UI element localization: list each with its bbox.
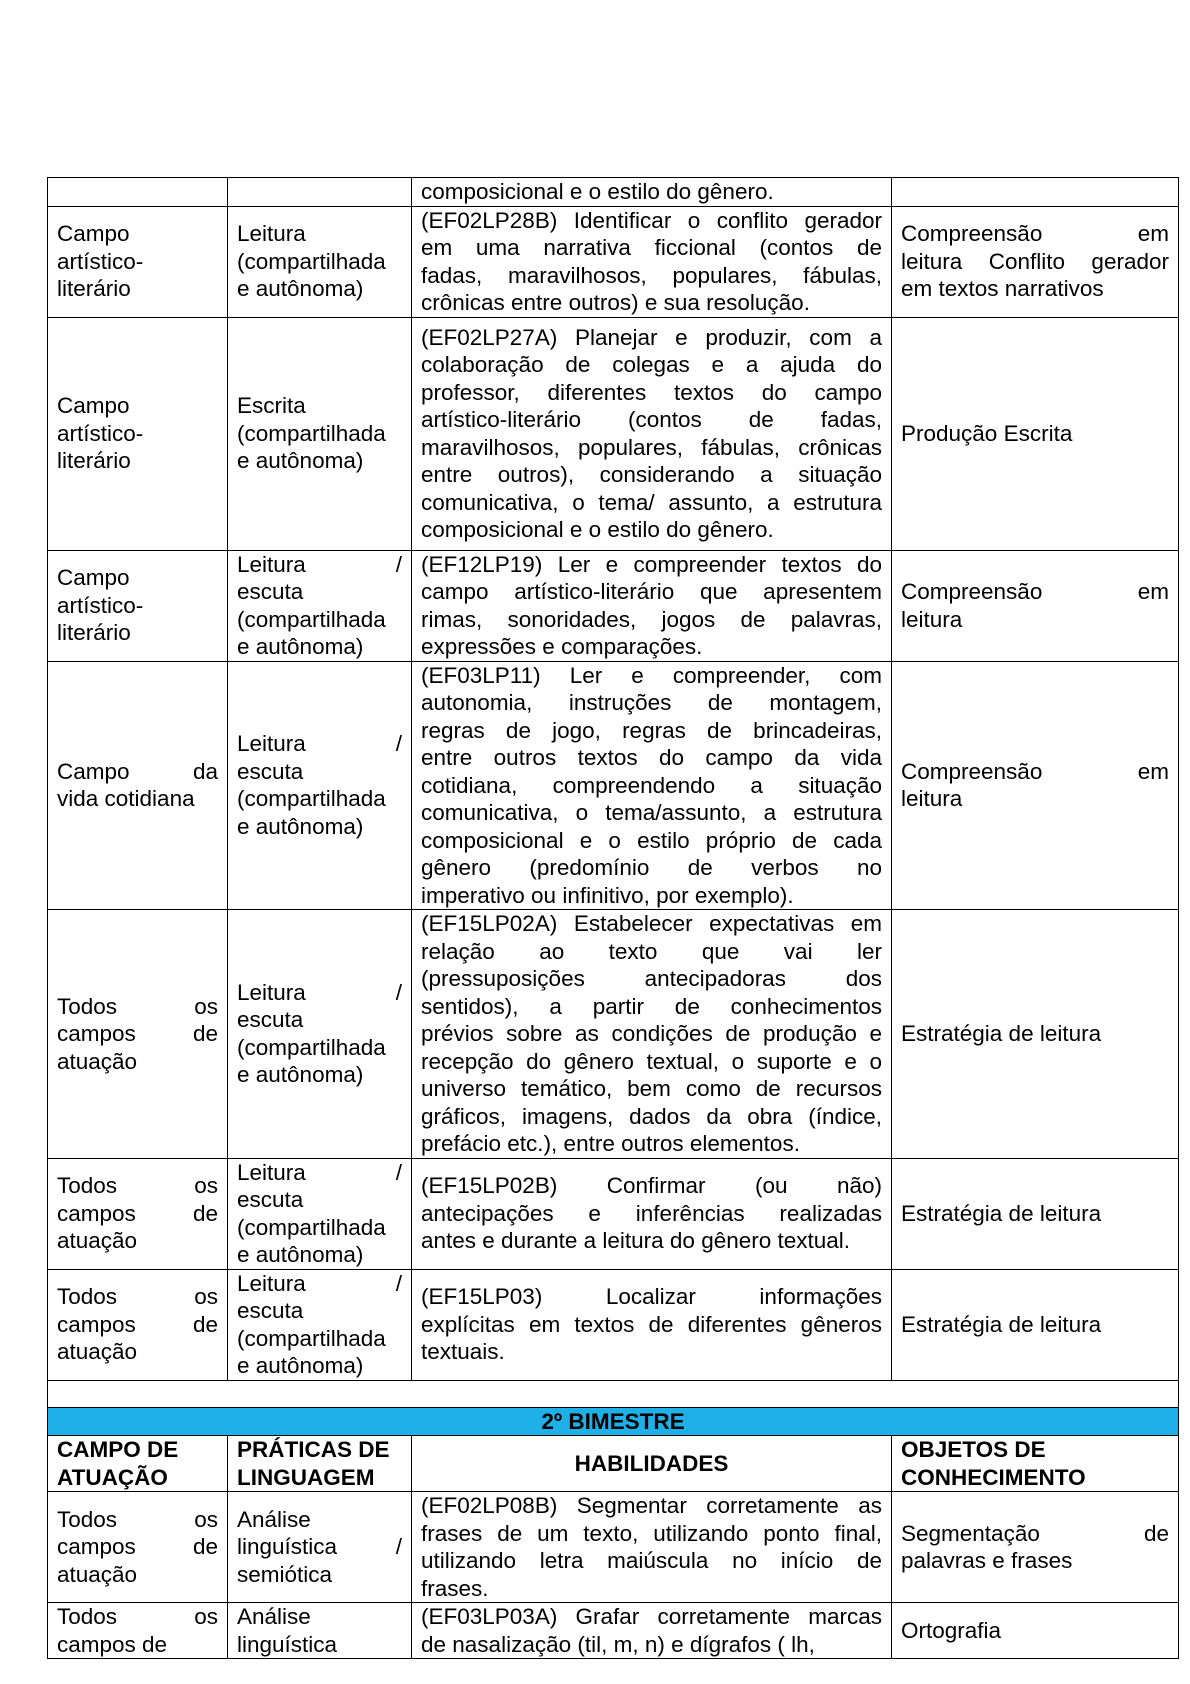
habilidade-cell-line: crônicas entre outros) e sua resolução. — [421, 290, 810, 315]
pratica-linguagem-cell — [228, 1603, 412, 1659]
habilidade-cell-line: antecipações e inferências realizadas — [421, 1200, 882, 1226]
pratica-linguagem-cell-line: (compartilhada — [237, 786, 386, 812]
campo-atuacao-cell-line: atuação — [57, 1339, 138, 1365]
objeto-conhecimento-cell — [892, 1269, 1179, 1380]
campo-atuacao-cell-line: artístico- — [57, 420, 144, 446]
campo-atuacao-cell — [48, 1492, 228, 1603]
habilidade-cell-line: rimas, sonoridades, jogos de palavras, — [421, 606, 882, 632]
habilidade-cell-line: composicional e o estilo do gênero. — [421, 179, 774, 204]
objeto-conhecimento-cell — [892, 178, 1179, 207]
habilidade-cell-line: antes e durante a leitura do gênero textual. — [421, 1228, 851, 1254]
habilidade-cell-line: explícitas em textos de diferentes gêneros — [421, 1311, 882, 1337]
header-campo-atuacao — [48, 1436, 228, 1492]
campo-atuacao-cell-line: Campo — [57, 565, 130, 591]
habilidade-cell-line: (pressuposições antecipadoras dos — [421, 966, 882, 991]
habilidade-cell — [412, 1158, 892, 1269]
objeto-conhecimento-cell-line: leitura — [901, 606, 963, 632]
objeto-conhecimento-cell — [892, 910, 1179, 1159]
campo-atuacao-cell-line: Campo — [57, 221, 130, 247]
campo-atuacao-cell — [48, 206, 228, 317]
spacer-row — [48, 1380, 1179, 1407]
table-row — [48, 550, 1179, 661]
objeto-conhecimento-cell-line: Estratégia de leitura — [901, 1311, 1102, 1337]
pratica-linguagem-cell — [228, 178, 412, 207]
habilidade-cell — [412, 1603, 892, 1659]
pratica-linguagem-cell-line: (compartilhada — [237, 606, 386, 632]
campo-atuacao-cell-line: Campo — [57, 393, 130, 419]
habilidade-cell-line: frases de um texto, utilizando ponto final, — [421, 1520, 882, 1546]
habilidade-cell-line: autonomia, instruções de montagem, — [421, 690, 882, 715]
objeto-conhecimento-cell-line: Produção Escrita — [901, 420, 1073, 446]
header-praticas-linguagem — [228, 1436, 412, 1492]
objeto-conhecimento-cell-line: Ortografia — [901, 1617, 1002, 1643]
pratica-linguagem-cell — [228, 661, 412, 910]
habilidade-cell-line: expressões e comparações. — [421, 634, 703, 659]
campo-atuacao-cell-line: campos de — [57, 1311, 218, 1337]
curriculum-table — [47, 177, 1179, 1659]
campo-atuacao-cell — [48, 1603, 228, 1659]
campo-atuacao-cell-line: Todos os — [57, 1173, 218, 1199]
campo-atuacao-cell-line: campos de — [57, 1631, 168, 1657]
pratica-linguagem-cell — [228, 1158, 412, 1269]
table-row — [48, 1269, 1179, 1380]
pratica-linguagem-cell-line: e autônoma) — [237, 1062, 364, 1088]
campo-atuacao-cell — [48, 550, 228, 661]
pratica-linguagem-cell — [228, 317, 412, 550]
objeto-conhecimento-cell-line: Compreensão em — [901, 579, 1169, 604]
campo-atuacao-cell-line: Todos os — [57, 1284, 218, 1310]
objeto-conhecimento-cell-line: Estratégia de leitura — [901, 1200, 1102, 1226]
campo-atuacao-cell — [48, 1158, 228, 1269]
pratica-linguagem-cell-line: e autônoma) — [237, 1242, 364, 1267]
pratica-linguagem-cell-line: (compartilhada — [237, 1034, 386, 1060]
habilidade-cell-line: fadas, maravilhosos, populares, fábulas, — [421, 262, 882, 288]
pratica-linguagem-cell-line: Leitura — [237, 221, 306, 247]
objeto-conhecimento-cell — [892, 317, 1179, 550]
pratica-linguagem-cell-line: Análise — [237, 1604, 311, 1629]
pratica-linguagem-cell-line: (compartilhada — [237, 420, 386, 446]
bimestre-band — [48, 1407, 1179, 1436]
objeto-conhecimento-cell-line: Compreensão em — [901, 758, 1169, 784]
objeto-conhecimento-cell-line: leitura Conflito gerador — [901, 248, 1169, 274]
campo-atuacao-cell — [48, 1269, 228, 1380]
pratica-linguagem-cell-line: Análise — [237, 1506, 311, 1532]
habilidade-cell-line: sentidos), a partir de conhecimentos — [421, 993, 882, 1019]
habilidade-cell-line: (EF12LP19) Ler e compreender textos do — [421, 551, 882, 577]
pratica-linguagem-cell-line: escuta — [237, 1298, 304, 1323]
habilidade-cell-line: frases. — [421, 1575, 489, 1601]
habilidade-cell — [412, 661, 892, 910]
pratica-linguagem-cell — [228, 1492, 412, 1603]
objeto-conhecimento-cell — [892, 1492, 1179, 1603]
pratica-linguagem-cell-line: escuta — [237, 1007, 304, 1033]
habilidade-cell-line: textuais. — [421, 1339, 505, 1365]
habilidade-cell-line: (EF02LP27A) Planejar e produzir, com a — [421, 324, 882, 350]
habilidade-cell — [412, 317, 892, 550]
campo-atuacao-cell-line: atuação — [57, 1561, 138, 1587]
habilidade-cell-line: professor, diferentes textos do campo — [421, 379, 882, 405]
habilidade-cell-line: gênero (predomínio de verbos no — [421, 855, 882, 880]
habilidade-cell-line: campo artístico-literário que apresentem — [421, 579, 882, 604]
objeto-conhecimento-cell-line: leitura — [901, 786, 963, 812]
campo-atuacao-cell-line: atuação — [57, 1228, 138, 1254]
header-objetos-conhecimento-line: CONHECIMENTO — [901, 1464, 1086, 1490]
pratica-linguagem-cell — [228, 206, 412, 317]
campo-atuacao-cell-line: Todos os — [57, 1506, 218, 1532]
objeto-conhecimento-cell — [892, 1158, 1179, 1269]
header-campo-atuacao-line: ATUAÇÃO — [57, 1464, 168, 1490]
campo-atuacao-cell-line: literário — [57, 620, 131, 646]
campo-atuacao-cell — [48, 317, 228, 550]
habilidade-cell-line: entre outros), considerando a situação — [421, 462, 882, 487]
habilidade-cell-line: comunicativa, o tema/assunto, a estrutura — [421, 800, 882, 825]
campo-atuacao-cell-line: vida cotidiana — [57, 786, 195, 812]
table-row — [48, 1158, 1179, 1269]
table-row — [48, 178, 1179, 207]
habilidade-cell — [412, 1269, 892, 1380]
habilidade-cell-line: relação ao texto que vai ler — [421, 938, 882, 964]
header-habilidades-line: HABILIDADES — [574, 1450, 729, 1476]
habilidade-cell-line: entre outros textos do campo da vida — [421, 745, 882, 770]
pratica-linguagem-cell-line: Escrita — [237, 393, 306, 419]
spacer-cell — [48, 1380, 1179, 1407]
pratica-linguagem-cell-line: e autônoma) — [237, 448, 364, 474]
pratica-linguagem-cell-line: Leitura / — [237, 1270, 402, 1296]
pratica-linguagem-cell-line: (compartilhada — [237, 1325, 386, 1351]
objeto-conhecimento-cell-line: Segmentação de — [901, 1520, 1169, 1546]
habilidade-cell-line: (EF02LP08B) Segmentar corretamente as — [421, 1493, 882, 1518]
objeto-conhecimento-cell — [892, 550, 1179, 661]
pratica-linguagem-cell-line: Leitura / — [237, 1159, 402, 1185]
habilidade-cell — [412, 178, 892, 207]
header-campo-atuacao-line: CAMPO DE — [57, 1437, 179, 1462]
habilidade-cell-line: composicional e o estilo do gênero. — [421, 517, 774, 542]
habilidade-cell-line: universo temático, bem como de recursos — [421, 1076, 882, 1101]
pratica-linguagem-cell-line: Leitura / — [237, 731, 402, 757]
habilidade-cell-line: utilizando letra maiúscula no início de — [421, 1548, 882, 1573]
campo-atuacao-cell-line: campos de — [57, 1021, 218, 1046]
campo-atuacao-cell-line: campos de — [57, 1200, 218, 1226]
campo-atuacao-cell-line: literário — [57, 276, 131, 302]
habilidade-cell-line: gráficos, imagens, dados da obra (índice, — [421, 1103, 882, 1129]
objeto-conhecimento-cell — [892, 206, 1179, 317]
habilidade-cell-line: (EF03LP11) Ler e compreender, com — [421, 662, 882, 688]
campo-atuacao-cell — [48, 910, 228, 1159]
pratica-linguagem-cell-line: escuta — [237, 579, 304, 604]
habilidade-cell-line: prefácio etc.), entre outros elementos. — [421, 1131, 800, 1156]
campo-atuacao-cell-line: Todos os — [57, 993, 218, 1019]
habilidade-cell-line: colaboração de colegas e a ajuda do — [421, 352, 882, 377]
campo-atuacao-cell-line: artístico- — [57, 248, 144, 274]
pratica-linguagem-cell-line: Leitura / — [237, 979, 402, 1005]
habilidade-cell-line: (EF15LP03) Localizar informações — [421, 1284, 882, 1310]
habilidade-cell-line: composicional e o estilo próprio de cada — [421, 827, 882, 853]
objeto-conhecimento-cell — [892, 1603, 1179, 1659]
table-row — [48, 661, 1179, 910]
pratica-linguagem-cell-line: e autônoma) — [237, 276, 364, 302]
header-objetos-conhecimento — [892, 1436, 1179, 1492]
habilidade-cell-line: (EF15LP02A) Estabelecer expectativas em — [421, 911, 882, 936]
objeto-conhecimento-cell-line: Estratégia de leitura — [901, 1021, 1102, 1046]
table-row — [48, 1603, 1179, 1659]
habilidade-cell-line: comunicativa, o tema/ assunto, a estrutura — [421, 489, 882, 515]
habilidade-cell-line: cotidiana, compreendendo a situação — [421, 772, 882, 798]
pratica-linguagem-cell-line: (compartilhada — [237, 248, 386, 274]
pratica-linguagem-cell-line: semiótica — [237, 1561, 333, 1587]
habilidade-cell-line: (EF15LP02B) Confirmar (ou não) — [421, 1173, 882, 1199]
habilidade-cell-line: regras de jogo, regras de brincadeiras, — [421, 717, 882, 743]
campo-atuacao-cell-line: Todos os — [57, 1604, 218, 1629]
objeto-conhecimento-cell-line: em textos narrativos — [901, 276, 1104, 302]
pratica-linguagem-cell — [228, 910, 412, 1159]
habilidade-cell-line: (EF03LP03A) Grafar corretamente marcas — [421, 1604, 882, 1629]
bimestre-title: 2º BIMESTRE — [48, 1407, 1179, 1436]
campo-atuacao-cell-line: literário — [57, 448, 131, 474]
pratica-linguagem-cell-line: (compartilhada — [237, 1214, 386, 1240]
habilidade-cell-line: maravilhosos, populares, fábulas, crônicas — [421, 434, 882, 460]
habilidade-cell-line: recepção do gênero textual, o suporte e o — [421, 1048, 882, 1074]
campo-atuacao-cell-line: Campo da — [57, 758, 218, 784]
table-row — [48, 910, 1179, 1159]
habilidade-cell-line: imperativo ou infinitivo, por exemplo). — [421, 882, 794, 908]
pratica-linguagem-cell-line: e autônoma) — [237, 813, 364, 839]
column-header-row — [48, 1436, 1179, 1492]
pratica-linguagem-cell-line: linguística / — [237, 1534, 402, 1560]
table-row — [48, 1492, 1179, 1603]
campo-atuacao-cell-line: atuação — [57, 1048, 138, 1074]
habilidade-cell — [412, 206, 892, 317]
habilidade-cell-line: (EF02LP28B) Identificar o conflito gerador — [421, 207, 882, 233]
habilidade-cell — [412, 910, 892, 1159]
campo-atuacao-cell-line: campos de — [57, 1534, 218, 1560]
habilidade-cell-line: artístico-literário (contos de fadas, — [421, 407, 882, 432]
objeto-conhecimento-cell — [892, 661, 1179, 910]
pratica-linguagem-cell-line: e autônoma) — [237, 634, 364, 659]
header-objetos-conhecimento-line: OBJETOS DE — [901, 1437, 1046, 1462]
pratica-linguagem-cell-line: Leitura / — [237, 551, 402, 577]
habilidade-cell — [412, 550, 892, 661]
campo-atuacao-cell — [48, 178, 228, 207]
habilidade-cell-line: em uma narrativa ficcional (contos de — [421, 235, 882, 260]
campo-atuacao-cell — [48, 661, 228, 910]
pratica-linguagem-cell-line: linguística — [237, 1631, 338, 1657]
objeto-conhecimento-cell-line: palavras e frases — [901, 1548, 1073, 1573]
table-row — [48, 206, 1179, 317]
pratica-linguagem-cell — [228, 550, 412, 661]
pratica-linguagem-cell-line: escuta — [237, 1187, 304, 1212]
header-praticas-linguagem-line: LINGUAGEM — [237, 1464, 375, 1490]
objeto-conhecimento-cell-line: Compreensão em — [901, 221, 1169, 247]
habilidade-cell-line: de nasalização (til, m, n) e dígrafos ( lh, — [421, 1631, 815, 1657]
header-praticas-linguagem-line: PRÁTICAS DE — [237, 1437, 390, 1462]
table-row — [48, 317, 1179, 550]
header-habilidades — [412, 1436, 892, 1492]
habilidade-cell-line: prévios sobre as condições de produção e — [421, 1021, 882, 1046]
pratica-linguagem-cell-line: e autônoma) — [237, 1353, 364, 1378]
campo-atuacao-cell-line: artístico- — [57, 592, 144, 618]
habilidade-cell — [412, 1492, 892, 1603]
pratica-linguagem-cell — [228, 1269, 412, 1380]
pratica-linguagem-cell-line: escuta — [237, 758, 304, 784]
